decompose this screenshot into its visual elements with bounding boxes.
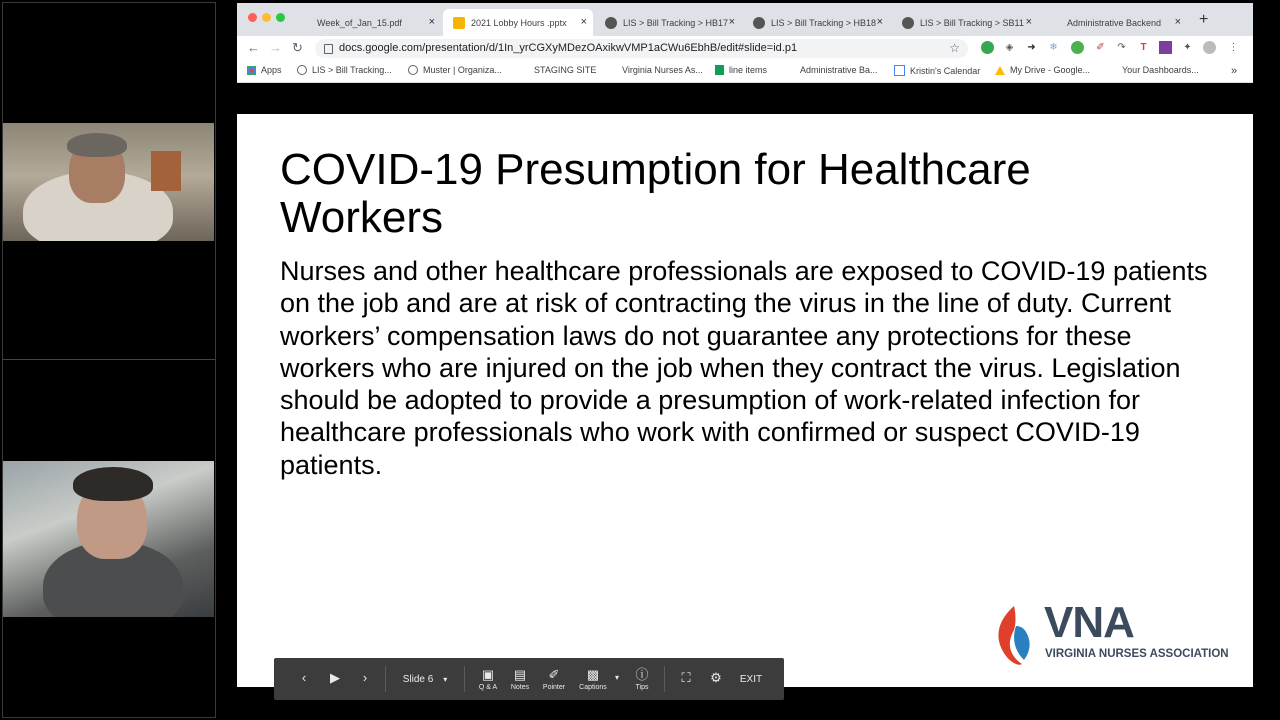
close-icon[interactable]: ×: [1025, 16, 1032, 28]
address-row: [237, 36, 1253, 61]
globe-icon: [408, 65, 418, 75]
participant-video-2[interactable]: [3, 461, 214, 617]
bookmark-my-drive[interactable]: My Drive - Google...: [995, 65, 1090, 75]
slide-body-text: Nurses and other healthcare professionals are exposed to COVID-19 patients on the job and are at risk of contracting the virus in the line of duty. Current workers’ compensation laws do not guarantee any protections for these workers who are injured on the job when they contract the virus. Legislation should be adopted to provide a presumption of work-related infection for healthcare professionals who work with confirmed or suspect COVID-19 patients.: [280, 256, 1208, 480]
play-button[interactable]: [327, 658, 343, 700]
bookmark-lis-bill-tracking[interactable]: LIS > Bill Tracking...: [297, 65, 392, 75]
toolbar-divider: [664, 666, 665, 692]
bookmarks-bar: [237, 61, 1253, 83]
lock-icon: [324, 44, 333, 54]
tab-label: LIS > Bill Tracking > HB17: [623, 17, 729, 28]
extension-tp-icon[interactable]: T: [1140, 42, 1147, 53]
globe-icon: [297, 65, 307, 75]
more-bookmarks-button[interactable]: »: [1231, 65, 1238, 77]
extension-grammar-icon[interactable]: [1071, 41, 1084, 54]
minimize-window-button[interactable]: [262, 13, 271, 22]
extension-purple-icon[interactable]: [1159, 41, 1172, 54]
qa-icon: ▣: [481, 666, 495, 682]
drive-icon: [995, 66, 1005, 75]
captions-button[interactable]: ▩ Captions: [579, 666, 607, 691]
pointer-button[interactable]: ✐ Pointer: [542, 666, 566, 691]
tab-label: LIS > Bill Tracking > SB11: [920, 17, 1024, 28]
extension-shield-icon[interactable]: ◈: [1005, 42, 1014, 53]
close-icon[interactable]: ×: [580, 16, 587, 28]
bookmark-star-icon[interactable]: ☆: [949, 41, 960, 55]
tile-divider: [3, 359, 215, 360]
slide-selector[interactable]: [392, 658, 458, 700]
bookmark-administrative[interactable]: Administrative Ba...: [800, 65, 878, 75]
qa-button[interactable]: ▣ Q & A: [478, 666, 498, 691]
toolbar-divider: [464, 666, 465, 692]
participant-sidebar: [2, 2, 216, 718]
settings-button[interactable]: [706, 658, 726, 700]
presentation-slide[interactable]: [237, 114, 1253, 687]
caret-down-icon: ▾: [614, 673, 619, 682]
bookmark-kristins-calendar[interactable]: Kristin's Calendar: [894, 65, 980, 76]
gear-icon: ⚙: [710, 670, 722, 685]
tab-lis-hb18[interactable]: [743, 9, 889, 36]
new-tab-button[interactable]: +: [1199, 11, 1209, 28]
logo-text: VNA: [1044, 598, 1134, 647]
play-icon: ▶: [330, 670, 340, 685]
participant-video-1[interactable]: [3, 123, 214, 241]
browser-menu-icon[interactable]: ⋮: [1228, 42, 1239, 53]
captions-options-button[interactable]: [612, 658, 622, 700]
profile-avatar[interactable]: [1203, 41, 1216, 54]
vna-logo: [992, 598, 1232, 674]
close-icon[interactable]: ×: [428, 16, 435, 28]
close-icon[interactable]: ×: [876, 16, 883, 28]
slides-icon: [453, 17, 465, 29]
address-bar[interactable]: [315, 39, 968, 58]
back-arrow-icon[interactable]: ←: [247, 40, 260, 55]
next-slide-button[interactable]: [357, 658, 373, 700]
tab-label: Administrative Backend: [1067, 17, 1162, 28]
pointer-icon: ✐: [548, 666, 560, 682]
close-icon[interactable]: ×: [728, 16, 735, 28]
sheets-icon: [715, 65, 724, 75]
tab-label: LIS > Bill Tracking > HB18: [771, 17, 877, 28]
globe-icon: [605, 17, 617, 29]
tab-lis-sb11[interactable]: [892, 9, 1038, 36]
slide-number-label: Slide 6: [402, 673, 434, 685]
fullscreen-button[interactable]: [676, 658, 696, 700]
info-icon: ⓘ: [635, 666, 649, 682]
flame-icon: [992, 604, 1044, 670]
close-icon[interactable]: ×: [1174, 16, 1181, 28]
extension-brush-icon[interactable]: ✐: [1096, 42, 1105, 53]
notes-button[interactable]: ▤ Notes: [510, 666, 530, 691]
toolbar-divider: [385, 666, 386, 692]
calendar-icon: [894, 65, 905, 76]
globe-icon: [902, 17, 914, 29]
globe-icon: [753, 17, 765, 29]
apps-grid-icon: [247, 66, 256, 75]
chevron-left-icon: ‹: [301, 670, 307, 685]
extension-arrow-icon[interactable]: ➜: [1027, 42, 1036, 53]
logo-subtitle: VIRGINIA NURSES ASSOCIATION: [1045, 648, 1229, 660]
forward-arrow-icon[interactable]: →: [269, 40, 282, 55]
extension-green-icon[interactable]: [981, 41, 994, 54]
presenter-toolbar: [274, 658, 784, 700]
browser-window: [237, 3, 1253, 82]
tips-button[interactable]: ⓘ Tips: [635, 666, 649, 691]
bookmark-your-dashboards[interactable]: Your Dashboards...: [1122, 65, 1199, 75]
notes-icon: ▤: [513, 666, 527, 682]
tab-administrative-backend[interactable]: [1057, 9, 1187, 36]
tab-label: 2021 Lobby Hours .pptx: [471, 17, 567, 28]
fullscreen-icon: ⛶: [681, 670, 691, 685]
bookmark-muster[interactable]: Muster | Organiza...: [408, 65, 502, 75]
reload-icon[interactable]: ↻: [292, 40, 303, 55]
chevron-right-icon: ›: [362, 670, 368, 685]
tab-label: Week_of_Jan_15.pdf: [317, 17, 402, 28]
tab-lis-hb17[interactable]: [595, 9, 741, 36]
bookmark-virginia-nurses[interactable]: Virginia Nurses As...: [622, 65, 703, 75]
previous-slide-button[interactable]: [296, 658, 312, 700]
tab-bar: [237, 3, 1253, 36]
extension-curve-icon[interactable]: ↷: [1117, 42, 1126, 53]
maximize-window-button[interactable]: [276, 13, 285, 22]
tab-lobby-hours[interactable]: [443, 9, 593, 36]
url-text: docs.google.com/presentation/d/1In_yrCGXyMDezOAxikwVMP1aCWu6EbhB/edit#slide=id.p1: [339, 42, 798, 54]
bookmark-staging-site[interactable]: STAGING SITE: [534, 65, 597, 75]
bookmark-apps[interactable]: Apps: [247, 65, 282, 75]
tab-week-of-jan-15[interactable]: [307, 9, 441, 36]
bookmark-line-items[interactable]: line items: [715, 65, 767, 75]
slide-title: COVID-19 Presumption for Healthcare Workers: [280, 145, 1031, 242]
captions-icon: ▩: [586, 666, 600, 682]
extension-snowflake-icon[interactable]: ❄: [1049, 42, 1058, 53]
caret-down-icon: ▾: [443, 674, 448, 684]
exit-button[interactable]: EXIT: [739, 673, 763, 685]
close-window-button[interactable]: [248, 13, 257, 22]
extensions-puzzle-icon[interactable]: ✦: [1183, 42, 1192, 53]
